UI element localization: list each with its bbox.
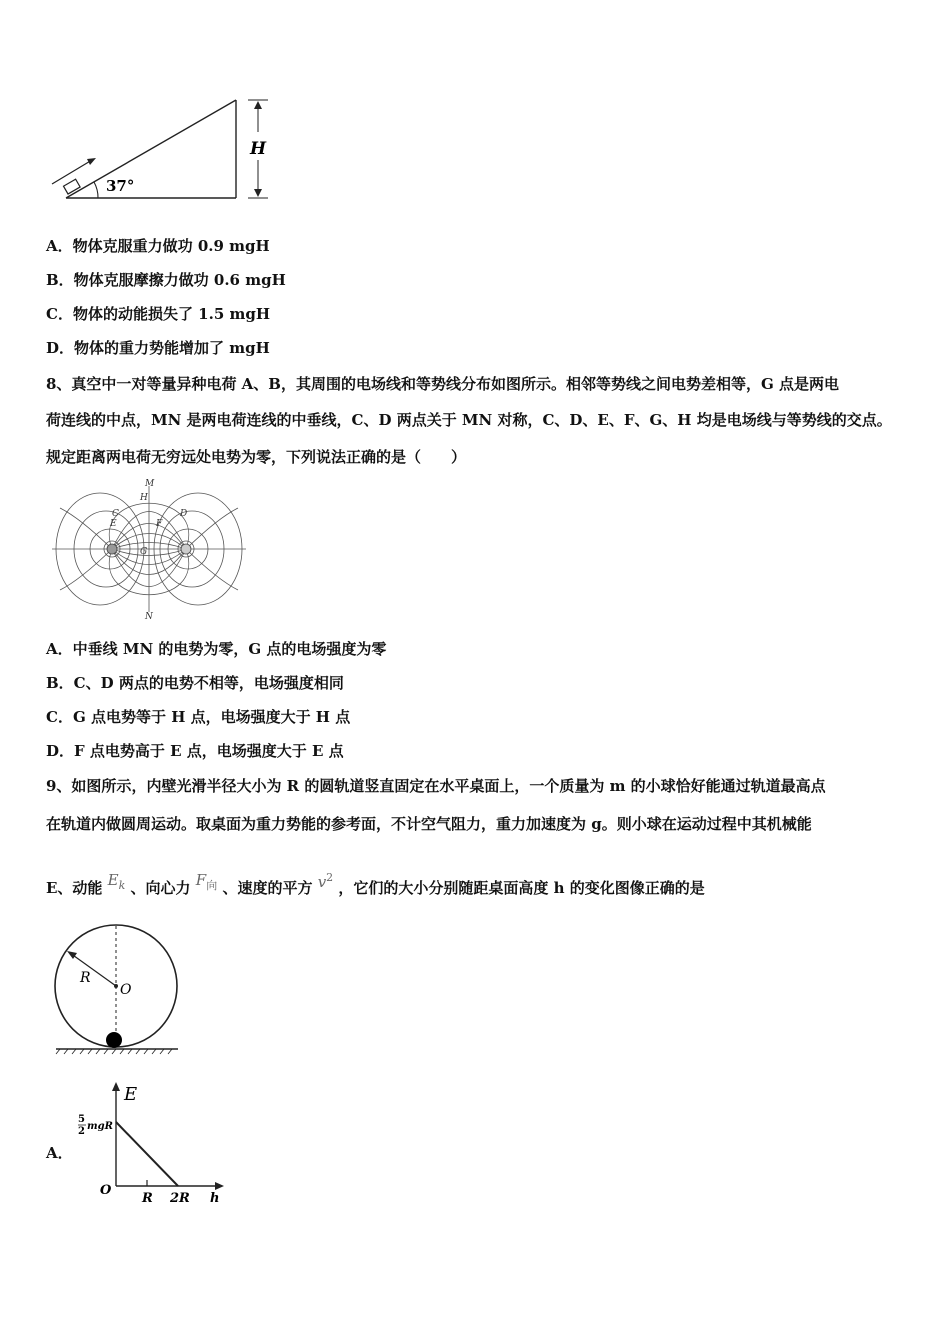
ek-symbol: $E_k$ <box>107 871 126 892</box>
q7-option-a: A．物体克服重力做功 0.9 mgH <box>46 237 270 255</box>
q9-line3-part-d: ，它们的大小分别随距桌面高度 h 的变化图像正确的是 <box>338 879 705 897</box>
height-label: H <box>250 139 267 159</box>
graph-a-x-label: h <box>210 1191 220 1206</box>
graph-a-x-arrow <box>215 1182 224 1190</box>
label-d: D <box>180 509 188 519</box>
field-line <box>60 508 112 549</box>
q9-line3-part-b: 、向心力 <box>130 879 191 897</box>
q8-stem-line-3: 规定距离两电荷无穷远处电势为零，下列说法正确的是（ ） <box>46 448 467 466</box>
graph-a-tick-r-label: R <box>142 1191 153 1206</box>
q8-option-b: B．C、D 两点的电势不相等，电场强度相同 <box>46 674 344 692</box>
electric-field-figure <box>50 478 250 620</box>
graph-a-origin-label: O <box>100 1183 112 1198</box>
radius-arrow-head <box>67 951 77 959</box>
motion-arrow <box>52 160 92 184</box>
q9-stem-line-3 <box>46 871 705 904</box>
graph-a-y-frac-num: 5 <box>78 1114 85 1125</box>
q8-stem-line-2: 荷连线的中点，MN 是两电荷连线的中垂线，C、D 两点关于 MN 对称，C、D、E、F、G、H 均是电场线与等势线的交点。 <box>46 411 892 429</box>
angle-label: 37° <box>106 177 135 195</box>
q8-option-c: C．G 点电势等于 H 点，电场强度大于 H 点 <box>46 708 351 726</box>
label-e: E <box>110 519 117 529</box>
label-c: C <box>112 509 119 519</box>
q7-option-b: B．物体克服摩擦力做功 0.6 mgH <box>46 271 286 289</box>
q8-stem-line-1: 8、真空中一对等量异种电荷 A、B，其周围的电场线和等势线分布如图所示。相邻等势线之间电势差相等，G 点是两电 <box>46 375 840 393</box>
q9-line3-part-a: E、动能 <box>46 879 103 897</box>
motion-arrow-head <box>87 158 96 165</box>
q8-option-a: A．中垂线 MN 的电势为零，G 点的电场强度为零 <box>46 640 387 658</box>
label-m: M <box>145 479 155 489</box>
graph-a-y-label: E <box>124 1084 138 1105</box>
graph-a-series-line <box>116 1122 178 1186</box>
radius-line <box>70 953 116 986</box>
q9-stem-line-1: 9、如图所示，内壁光滑半径大小为 R 的圆轨道竖直固定在水平桌面上，一个质量为 m 的小球恰好能通过轨道最高点 <box>46 777 826 795</box>
height-arrow-up <box>254 101 262 109</box>
graph-a-y-arrow <box>112 1082 120 1091</box>
radius-label: R <box>80 970 91 986</box>
angle-arc <box>94 182 98 198</box>
graph-a-y-frac-den: 2 <box>78 1126 85 1137</box>
charge-b <box>181 544 191 554</box>
field-line <box>186 508 238 549</box>
v-symbol: $v^2$ <box>317 871 334 891</box>
center-point <box>114 984 118 988</box>
label-h: H <box>140 493 148 503</box>
label-f: F <box>156 519 163 529</box>
q9-line3-part-c: 、速度的平方 <box>222 879 313 897</box>
graph-a-y-unit: mgR <box>87 1121 113 1132</box>
graph-a-tick-2r-label: 2R <box>170 1191 190 1206</box>
q7-option-c: C．物体的动能损失了 1.5 mgH <box>46 305 271 323</box>
q9-stem-line-2: 在轨道内做圆周运动。取桌面为重力势能的参考面，不计空气阻力，重力加速度为 g。则小球在运动过程中其机械能 <box>46 815 812 833</box>
incline-figure <box>46 92 286 204</box>
center-label: O <box>120 982 132 998</box>
field-line <box>186 549 238 590</box>
incline-slope <box>66 100 236 198</box>
f-symbol: $F_向$ <box>195 871 218 892</box>
q8-option-d: D．F 点电势高于 E 点，电场强度大于 E 点 <box>46 742 344 760</box>
circular-track-figure <box>52 918 184 1058</box>
ball <box>106 1032 122 1048</box>
label-g: G <box>140 547 148 557</box>
graph-a <box>76 1078 232 1206</box>
field-line <box>60 549 112 590</box>
charge-a <box>107 544 117 554</box>
label-n: N <box>145 612 153 620</box>
height-arrow-down <box>254 189 262 197</box>
q9-option-a-label: A． <box>46 1144 73 1162</box>
q7-option-d: D．物体的重力势能增加了 mgH <box>46 339 270 357</box>
